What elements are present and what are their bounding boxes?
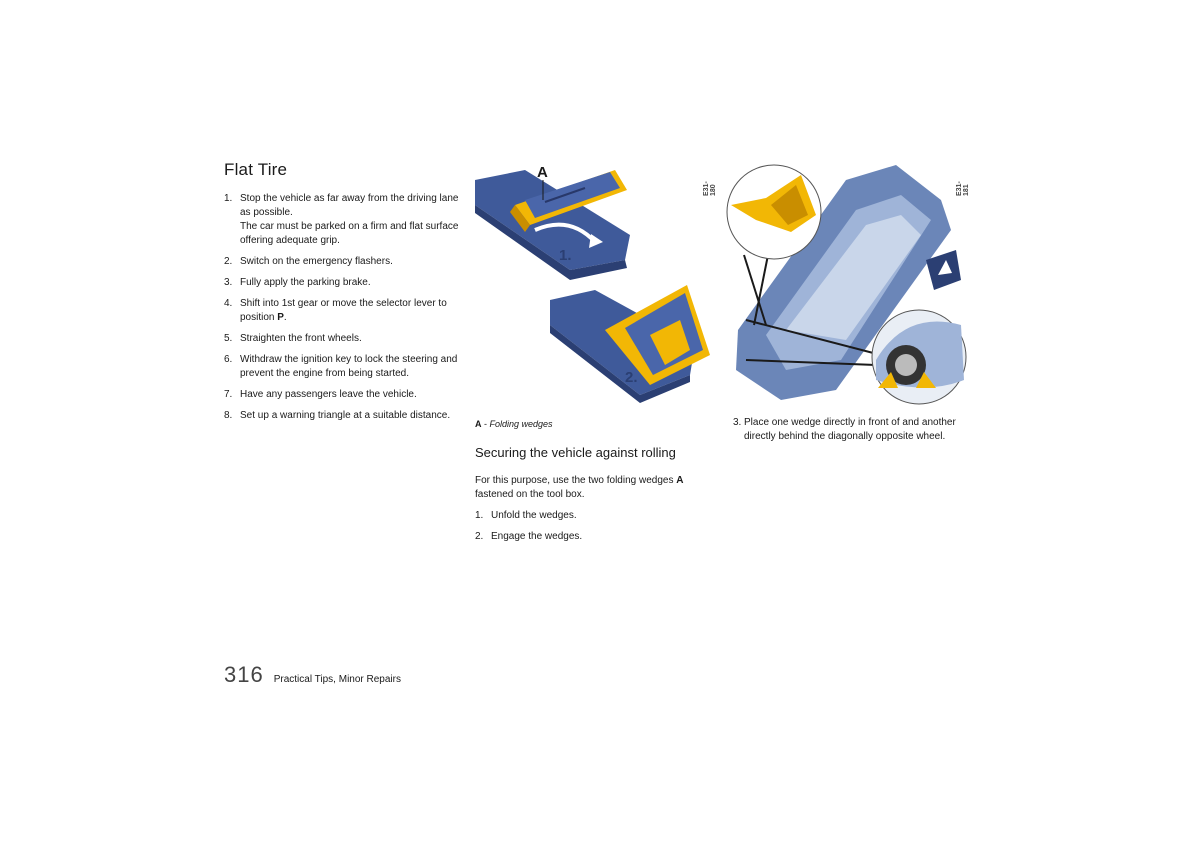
step-text-bold: P: [277, 312, 284, 323]
step-number: 1.: [475, 510, 484, 521]
wedge-steps-list: [475, 509, 715, 551]
step-text: [240, 297, 462, 325]
step-text-part: Shift into 1st gear or move the selector lever to position: [240, 298, 447, 323]
step-text-part: .: [283, 312, 287, 323]
step-number: 2.: [224, 256, 233, 267]
step-label-2: 2.: [625, 369, 638, 386]
step-number: 2.: [475, 531, 484, 542]
section-heading: Securing the vehicle against rolling: [475, 445, 676, 460]
car-wedges-figure: [726, 160, 970, 410]
step-number: 6.: [224, 354, 233, 365]
step-text: Set up a warning triangle at a suitable distance.: [240, 410, 451, 421]
caption-text: Folding wedges: [489, 419, 553, 429]
step-text: Unfold the wedges.: [491, 510, 577, 521]
step-text: Switch on the emergency flashers.: [240, 256, 393, 267]
wedge-placement-list: [733, 416, 969, 444]
step-number: 8.: [224, 410, 233, 421]
step-text: Engage the wedges.: [491, 531, 583, 542]
step-label-1: 1.: [559, 247, 572, 264]
step-text: [240, 192, 462, 248]
steps-list: [224, 192, 462, 423]
left-column: [224, 160, 462, 430]
list-item: [224, 276, 462, 290]
section-name: Practical Tips, Minor Repairs: [273, 674, 401, 685]
figure-id: E31-181: [956, 181, 970, 196]
list-item: [224, 255, 462, 269]
paragraph-text: For this purpose, use the two folding wedges: [475, 475, 677, 486]
wheel-hub: [895, 354, 917, 376]
step-number: 3.: [224, 277, 233, 288]
step-text: Fully apply the parking brake.: [240, 277, 371, 288]
page-footer: [224, 662, 401, 688]
figure-id: E31-180: [703, 181, 717, 196]
paragraph-text: fastened on the tool box.: [475, 489, 585, 500]
label-a: A: [537, 164, 548, 181]
step-text: Straighten the front wheels.: [240, 333, 362, 344]
list-item: [224, 353, 462, 381]
figure-caption: [475, 419, 553, 429]
list-item: [224, 388, 462, 402]
list-item: [224, 297, 462, 325]
folding-wedges-illustration: [475, 160, 715, 410]
step-number: 7.: [224, 389, 233, 400]
step-text: Place one wedge directly in front of and another directly behind the diagonally opposite wheel.: [744, 417, 956, 442]
step-number: 1.: [224, 193, 233, 204]
step-number: 5.: [224, 333, 233, 344]
list-item: [475, 530, 715, 544]
list-item: [733, 416, 969, 444]
folding-wedges-figure: [475, 160, 715, 410]
car-wedges-illustration: [726, 160, 970, 410]
step-number: 3.: [733, 417, 742, 428]
page-title: Flat Tire: [224, 160, 288, 179]
caption-separator: -: [481, 419, 490, 429]
step-text-extra: The car must be parked on a firm and flat surface offering adequate grip.: [240, 221, 459, 246]
paragraph: [475, 474, 715, 502]
list-item: [475, 509, 715, 523]
list-item: [224, 192, 462, 248]
list-item: [224, 332, 462, 346]
step-text: Have any passengers leave the vehicle.: [240, 389, 417, 400]
page-number: 316: [224, 662, 264, 687]
step-text: Withdraw the ignition key to lock the steering and prevent the engine from being started.: [240, 354, 458, 379]
step-number: 4.: [224, 298, 233, 309]
list-item: [224, 409, 462, 423]
caption-letter: A: [475, 419, 482, 429]
step-text-main: Stop the vehicle as far away from the driving lane as possible.: [240, 193, 459, 218]
paragraph-bold: A: [676, 475, 684, 486]
